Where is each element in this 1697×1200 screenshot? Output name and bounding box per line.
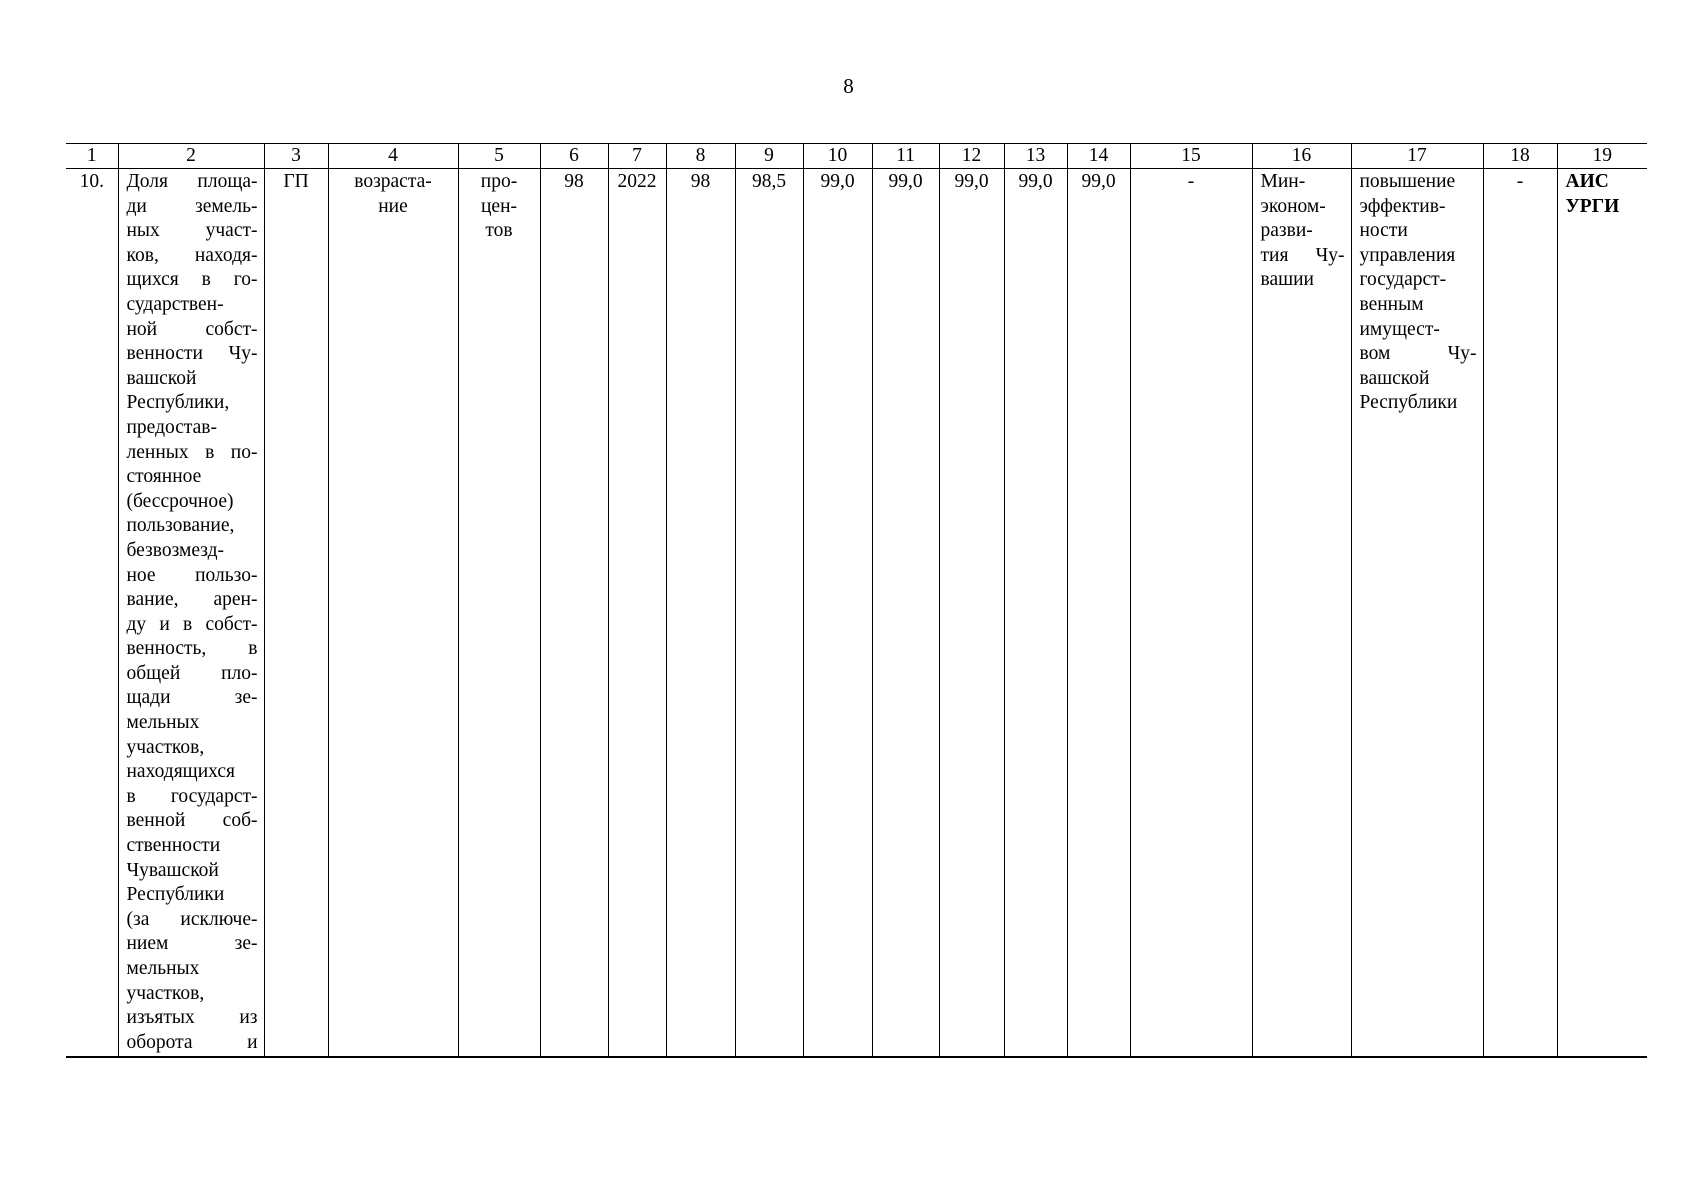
unit-text <box>459 170 540 244</box>
indicator-name-text <box>127 170 258 1055</box>
col-header-11: 11 <box>872 144 939 169</box>
value-col-8-cell: 98 <box>666 169 735 1058</box>
cell-text-line: вашии <box>1260 269 1314 291</box>
responsible-cell <box>1252 169 1351 1058</box>
cell-text-line: мельных <box>126 958 200 979</box>
cell-text-line: эконом- <box>1260 195 1326 217</box>
col-header-9: 9 <box>735 144 803 169</box>
cell-text-line: мельных <box>126 712 200 734</box>
row-number-cell: 10. <box>66 169 118 1058</box>
value-col-13-cell: 99,0 <box>1004 169 1067 1058</box>
cell-text-line: безвозмезд- <box>126 539 225 561</box>
cell-text-line: ду и в собст- <box>126 613 258 635</box>
base-year-cell: 2022 <box>608 169 666 1058</box>
cell-text-line: разви- <box>1260 220 1313 242</box>
col-header-3: 3 <box>264 144 328 169</box>
col-header-2: 2 <box>118 144 264 169</box>
trend-cell <box>328 169 458 1058</box>
cell-text-line: ние <box>378 195 408 217</box>
cell-text-line: повышение <box>1359 171 1456 192</box>
goal-cell <box>1351 169 1483 1058</box>
cell-text-line: государст- <box>1359 269 1447 291</box>
cell-text-line: ности <box>1359 220 1408 242</box>
trend-text <box>329 170 458 219</box>
goal-text <box>1360 170 1477 416</box>
value-col-9-cell: 98,5 <box>735 169 803 1058</box>
cell-text-line: тия Чу- <box>1260 244 1345 266</box>
table-row <box>66 169 1647 1058</box>
cell-text-line: оборота и <box>126 1031 258 1053</box>
info-system-cell <box>1557 169 1647 1058</box>
cell-text-line: Республики, <box>126 392 230 414</box>
cell-text-line: (бессрочное) <box>126 490 234 512</box>
page-number: 8 <box>843 74 854 98</box>
col-header-18: 18 <box>1483 144 1557 169</box>
col-header-12: 12 <box>939 144 1004 169</box>
cell-text-line: щихся в го- <box>126 269 258 291</box>
cell-text-line: вашской <box>126 367 197 389</box>
cell-text-line: венной соб- <box>126 810 258 832</box>
cell-text-line: тов <box>485 220 513 242</box>
cell-text-line: сударствен- <box>126 293 224 315</box>
cell-text-line: Чувашской <box>126 859 219 881</box>
info-system-text <box>1566 170 1642 219</box>
col-header-1: 1 <box>66 144 118 169</box>
cell-text-line: венность, в <box>126 638 258 660</box>
cell-text-line: ди земель- <box>126 195 258 217</box>
cell-text-line: возраста- <box>354 171 432 192</box>
cell-text-line: нием зе- <box>126 933 258 955</box>
cell-text-line: цен- <box>480 195 518 217</box>
cell-text-line: находящихся <box>126 761 235 783</box>
cell-text-line: ное пользо- <box>126 564 258 586</box>
value-col-18-cell: - <box>1483 169 1557 1058</box>
cell-text-line: пользование, <box>126 515 235 537</box>
cell-text-line: ных участ- <box>126 220 258 242</box>
col-header-16: 16 <box>1252 144 1351 169</box>
cell-text-line: вом Чу- <box>1359 343 1477 365</box>
cell-text-line: щади зе- <box>126 687 258 709</box>
cell-text-line: Республики <box>1359 392 1458 414</box>
col-header-7: 7 <box>608 144 666 169</box>
header-row <box>66 144 1647 169</box>
cell-text-line: Республики <box>126 884 225 906</box>
cell-text-line: ков, находя- <box>126 244 258 266</box>
program-level-cell: ГП <box>264 169 328 1058</box>
value-col-12-cell: 99,0 <box>939 169 1004 1058</box>
cell-text-line: участков, <box>126 736 205 758</box>
cell-text-line: венности Чу- <box>126 343 258 365</box>
col-header-17: 17 <box>1351 144 1483 169</box>
cell-text-line: венным <box>1359 293 1424 315</box>
col-header-15: 15 <box>1130 144 1252 169</box>
value-col-10-cell: 99,0 <box>803 169 872 1058</box>
cell-text-line: в государст- <box>126 785 258 807</box>
cell-text-line: (за исключе- <box>126 908 258 930</box>
unit-cell <box>458 169 540 1058</box>
cell-text-line: вашской <box>1359 367 1430 389</box>
cell-text-line: УРГИ <box>1565 195 1620 217</box>
col-header-5: 5 <box>458 144 540 169</box>
cell-text-line: АИС <box>1565 171 1609 192</box>
cell-text-line: Доля площа- <box>126 171 258 192</box>
cell-text-line: предостав- <box>126 416 218 438</box>
cell-text-line: вание, арен- <box>126 589 258 611</box>
cell-text-line: эффектив- <box>1359 195 1446 217</box>
cell-text-line: ленных в по- <box>126 441 258 463</box>
col-header-19: 19 <box>1557 144 1647 169</box>
cell-text-line: управления <box>1359 244 1456 266</box>
cell-text-line: Мин- <box>1260 171 1306 192</box>
col-header-10: 10 <box>803 144 872 169</box>
value-col-14-cell: 99,0 <box>1067 169 1130 1058</box>
value-col-11-cell: 99,0 <box>872 169 939 1058</box>
col-header-8: 8 <box>666 144 735 169</box>
cell-text-line: участков, <box>126 982 205 1004</box>
cell-text-line: имущест- <box>1359 318 1440 340</box>
cell-text-line: изъятых из <box>126 1007 258 1029</box>
base-value-cell: 98 <box>540 169 608 1058</box>
indicators-table <box>66 143 1647 1058</box>
value-col-15-cell: - <box>1130 169 1252 1058</box>
cell-text-line: стоянное <box>126 466 202 488</box>
cell-text-line: общей пло- <box>126 662 258 684</box>
cell-text-line: ной собст- <box>126 318 258 340</box>
cell-text-line: про- <box>480 171 518 192</box>
cell-text-line: ственности <box>126 835 221 857</box>
col-header-6: 6 <box>540 144 608 169</box>
col-header-13: 13 <box>1004 144 1067 169</box>
responsible-text <box>1261 170 1345 293</box>
col-header-14: 14 <box>1067 144 1130 169</box>
indicator-name-cell <box>118 169 264 1058</box>
col-header-4: 4 <box>328 144 458 169</box>
